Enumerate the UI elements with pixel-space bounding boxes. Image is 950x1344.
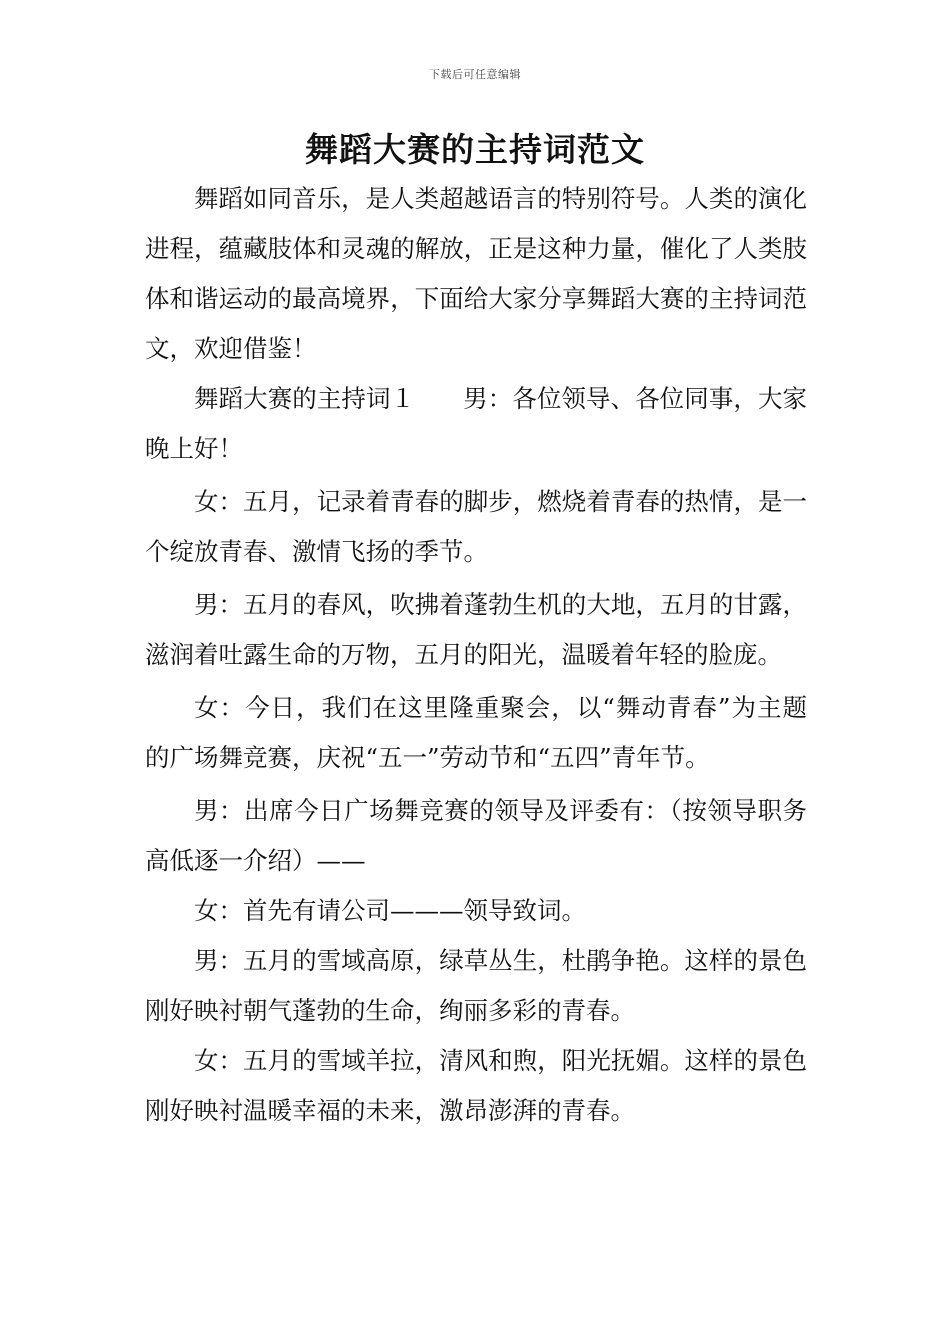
section-heading: 舞蹈大赛的主持词１ [194, 384, 416, 413]
script-paragraph-1: 女：五月，记录着青春的脚步，燃烧着青春的热情，是一个绽放青春、激情飞扬的季节。 [145, 487, 807, 566]
script-paragraph-2: 男：五月的春风，吹拂着蓬勃生机的大地，五月的甘露，滋润着吐露生命的万物，五月的阳光，温暖着年轻的脸庞。 [145, 590, 807, 669]
intro-paragraph: 舞蹈如同音乐，是人类超越语言的特别符号。人类的演化进程，蕴藏肢体和灵魂的解放，正是这种力量，催化了人类肢体和谐运动的最高境界，下面给大家分享舞蹈大赛的主持词范文，欢迎借鉴！ [145, 184, 807, 363]
script-paragraph-3: 女：今日，我们在这里隆重聚会，以“舞动青春”为主题的广场舞竞赛，庆祝“五一”劳动节和“五四”青年节。 [145, 693, 807, 772]
script-paragraph-7: 女：五月的雪域羊拉，清风和煦，阳光抚媚。这样的景色刚好映衬温暖幸福的未来，激昂澎湃的青春。 [145, 1046, 807, 1125]
script-paragraph-4: 男：出席今日广场舞竞赛的领导及评委有：（按领导职务高低逐一介绍）—— [145, 796, 807, 875]
script-paragraph-5: 女：首先有请公司———领导致词。 [194, 896, 586, 925]
document-title: 舞蹈大赛的主持词范文 [305, 130, 645, 169]
section-heading-paragraph [145, 374, 807, 474]
section-first-line: 男：各位领导、各位同事，大家晚上好！ [145, 384, 808, 463]
document-body [145, 174, 807, 1136]
script-paragraph-6: 男：五月的雪域高原，绿草丛生，杜鹃争艳。这样的景色刚好映衬朝气蓬勃的生命，绚丽多彩的青春。 [145, 946, 807, 1025]
page-header-note: 下载后可任意编辑 [429, 68, 521, 81]
